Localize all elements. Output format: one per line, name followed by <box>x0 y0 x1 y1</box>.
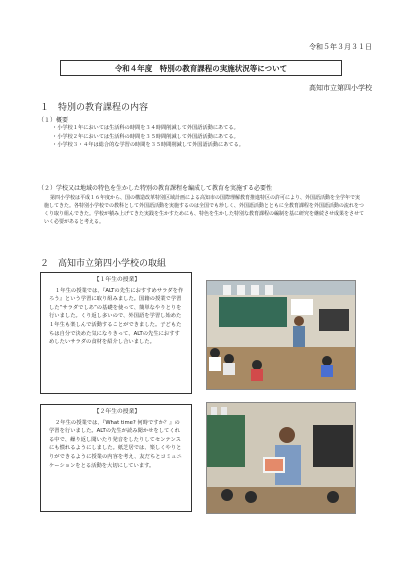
panel-grade1 <box>40 272 192 394</box>
bullet-item: ・小学校２年においては生活科の時間を３５時間削減して外国語活動にあてる。 <box>52 133 239 140</box>
panel-text: ２年生の授業では、『What time? 何時ですか？』の学習を行いました。ALTの先生が読み聞かせをしてくれる中で、繰り返し聞いたり発音をしたりしてセンテンスにも慣れるようにしました。紙芝居では、楽しくやりとりができるように授業の内容を考え、友だちとコミュニケーションをとる活動を大切にしています。 <box>49 419 182 469</box>
section1-heading: １ 特別の教育課程の内容 <box>40 103 149 113</box>
section2-heading: ２ 高知市立第四小学校の取組 <box>40 259 167 269</box>
school-name: 高知市立第四小学校 <box>309 84 372 92</box>
classroom-photo-2 <box>207 403 355 513</box>
date: 令和５年３月３１日 <box>309 43 372 51</box>
panel-grade2 <box>40 404 192 512</box>
photo-grade1 <box>206 280 356 390</box>
classroom-photo-1 <box>207 281 355 389</box>
bullet-item: ・小学校１年においては生活科の時間を３４時間削減して外国語活動にあてる。 <box>52 125 239 131</box>
section1-sub1: （１）概要 <box>38 117 69 124</box>
section1-body: 第四小学校は平成１６年度から、国の構造改革特別区域計画による高知市の国際理解教育推進特区の許可により、外国語活動を全学年で実施してきた。各特別小学校での教科として外国語活動を実施するのは全国でも珍しく、外国語活動とともに全教育課程を外国語活動の流れをつくり取り組んできた。学校が積み上げてきた実践を生かすためにも、特色を生かした特別な教育課程の編制を基に研究を継続させ成果をさせていく必要があると考える。 <box>44 195 365 225</box>
panel-label: 【２年生の授業】 <box>93 409 141 415</box>
document-title-text: 令和４年度 特別の教育課程の実施状況等について <box>114 63 288 73</box>
section1-bullets <box>52 124 244 150</box>
photo-grade2 <box>206 402 356 514</box>
bullet-item: ・小学校３・４年は総合的な学習の時間を３５時間削減して外国語活動にあてる。 <box>52 142 244 149</box>
document-title <box>60 60 342 76</box>
panel-label: 【１年生の授業】 <box>93 277 141 283</box>
panel-text: １年生の授業では、『ALTの先生におすすめサラダを作ろう』という学習に取り組みました。国籍の授業で学習した“サラダでしあ”の基礎を使って、簡単なやりとりを行いました。くり返し多いので、外国語を学習し始めた１年生も楽しんで活動することができました。子どもたちは自分で決めた気になりきって、ALTの先生におすすめしたいサラダの食材を紹介し合いました。 <box>49 287 184 346</box>
section1-sub2: （２）学校又は地域の特色を生かした特別の教育課程を編成して教育を実施する必要性 <box>38 185 273 192</box>
